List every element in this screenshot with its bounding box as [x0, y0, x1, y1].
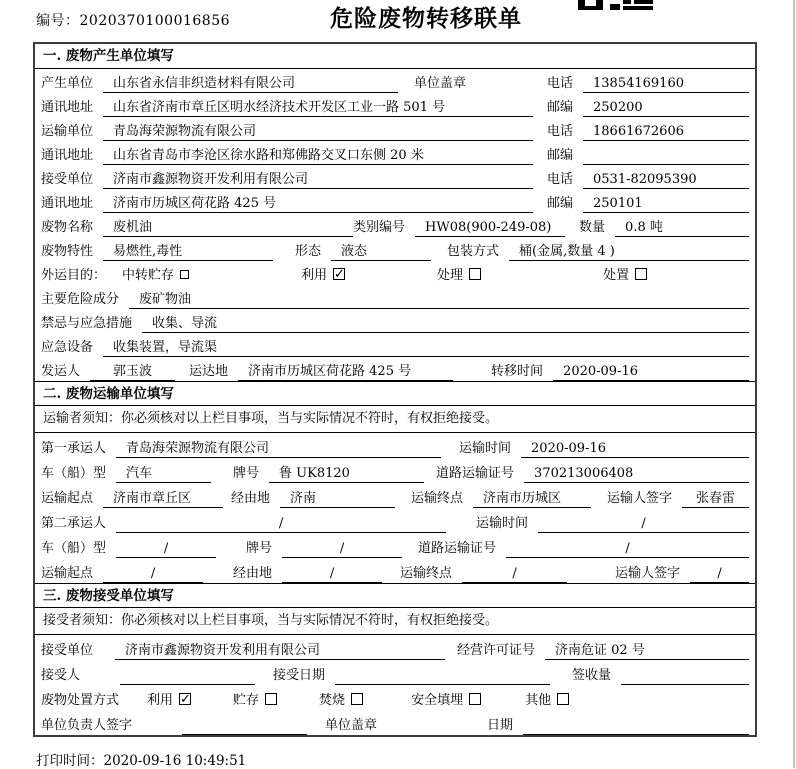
origin2-value: /: [103, 564, 203, 583]
origin1-value: 济南市章丘区: [103, 489, 223, 508]
row-sender: [35, 357, 755, 381]
waste-name-value: 废机油: [103, 218, 353, 237]
row-receive-address: [35, 189, 755, 213]
option-label: 贮存: [233, 693, 260, 708]
plate1-value: 鲁 UK8120: [269, 464, 424, 483]
vehicle1-value: 汽车: [116, 464, 211, 483]
row-purpose: [35, 261, 755, 285]
phone-label: 电话: [546, 76, 573, 91]
row-vehicle2: [35, 533, 755, 558]
end2-value: /: [462, 564, 567, 583]
package-label: 包装方式: [447, 244, 500, 259]
character-value: 易燃性,毒性: [103, 242, 273, 261]
taboo-value: 收集、导流: [142, 314, 749, 333]
produce-address-value: 山东省济南市章丘区明水经济技术开发区工业一路 501 号: [103, 98, 533, 117]
produce-phone-value: 13854169160: [583, 74, 749, 93]
destination-value: 济南市历城区荷花路 425 号: [238, 362, 453, 381]
section2-header: 二. 废物运输单位填写: [35, 381, 755, 406]
receiver-notice: 接受者须知：你必须核对以上栏目事项，当与实际情况不符时，有权拒绝接受。: [35, 608, 755, 635]
section3-header: 三. 废物接受单位填写: [35, 583, 755, 608]
qr-code-fragment-icon: [578, 0, 654, 11]
equipment-value: 收集装置，导流渠: [103, 338, 749, 357]
doc-number: [36, 10, 230, 30]
checkbox-icon: [265, 693, 277, 705]
receive-address-value: 济南市历城区荷花路 425 号: [103, 194, 533, 213]
road-permit-label: 道路运输证号: [418, 541, 497, 556]
print-time: [36, 749, 246, 769]
section1-header: 一. 废物产生单位填写: [35, 44, 755, 69]
option-label: 焚烧: [319, 693, 346, 708]
checkbox-icon: [351, 693, 363, 705]
checked-checkbox-icon: [179, 693, 191, 705]
receive-unit-value: 济南市鑫源物资开发利用有限公司: [103, 170, 533, 189]
character-label: 废物特性: [41, 244, 94, 259]
option-label: 处置: [603, 268, 630, 283]
option-label: 安全填埋: [411, 693, 464, 708]
option-label: 处理: [437, 268, 464, 283]
receive-date-value: [335, 666, 550, 685]
plate-label: 牌号: [246, 541, 273, 556]
destination-label: 运达地: [189, 364, 229, 379]
receive-zip-value: 250101: [583, 194, 749, 213]
checkbox-icon: [635, 268, 647, 280]
hazard-value: 废矿物油: [129, 290, 749, 309]
produce-zip-value: 250200: [583, 98, 749, 117]
transport-time2-value: /: [538, 514, 749, 533]
end1-value: 济南市历城区: [473, 489, 591, 508]
sign-date-label: 日期: [487, 718, 514, 733]
plate2-value: /: [282, 539, 402, 558]
option-label: 利用: [147, 693, 174, 708]
package-value: 桶(金属,数量 4 ): [509, 242, 749, 261]
zip-label: 邮编: [546, 196, 573, 211]
unit-seal-label: 单位盖章: [325, 718, 378, 733]
doc-number-label: 编号：: [36, 13, 80, 29]
origin-label: 运输起点: [41, 566, 94, 581]
vehicle2-value: /: [116, 539, 216, 558]
checkbox-icon: [469, 268, 481, 280]
address-label: 通讯地址: [41, 148, 94, 163]
purpose-option-use: [301, 266, 345, 285]
row-carrier2: [35, 508, 755, 533]
page-title: 危险废物转移联单: [330, 5, 522, 32]
transport-zip-value: [583, 146, 749, 165]
receive-unit-s3-value: 济南市鑫源物资开发利用有限公司: [115, 641, 445, 660]
row-disposal: [35, 685, 755, 710]
print-time-value: 2020-09-16 10:49:51: [103, 753, 247, 769]
hazard-label: 主要危险成分: [41, 292, 120, 307]
via1-value: 济南: [280, 489, 395, 508]
transport-time-label: 运输时间: [476, 516, 529, 531]
end-label: 运输终点: [411, 491, 464, 506]
via-label: 经由地: [233, 566, 273, 581]
purpose-option-transfer-storage: [122, 266, 189, 285]
row-transport-address: [35, 141, 755, 165]
receipt-quantity-value: [621, 666, 749, 685]
receiver-value: [120, 666, 255, 685]
option-label: 其他: [525, 693, 552, 708]
row-receive-unit: [35, 165, 755, 189]
print-time-label: 打印时间：: [36, 753, 104, 769]
receive-phone-value: 0531-82095390: [583, 170, 749, 189]
unit-seal-label: 单位盖章: [414, 76, 467, 91]
transporter-sign1-value: 张春雷: [682, 489, 749, 508]
transporter-sign-label: 运输人签字: [607, 491, 673, 506]
disposal-option-storage: [233, 691, 277, 710]
transport-address-value: 山东省青岛市李沧区徐水路和郑佛路交叉口东侧 20 米: [103, 146, 533, 165]
carrier1-label: 第一承运人: [41, 441, 107, 456]
checked-checkbox-icon: [333, 268, 345, 280]
transporter-sign2-value: /: [690, 564, 749, 583]
sender-value: 郭玉波: [90, 362, 175, 381]
plate-label: 牌号: [233, 466, 260, 481]
disposal-label: 废物处置方式: [41, 693, 120, 708]
row-taboo: [35, 309, 755, 333]
category-label: 类别编号: [353, 220, 406, 235]
head-signature-value: [182, 716, 307, 735]
via-label: 经由地: [231, 491, 271, 506]
row-head-signature: [35, 710, 755, 735]
row-hazard: [35, 285, 755, 309]
row-waste-character: [35, 237, 755, 261]
transporter-notice: 运输者须知：你必须核对以上栏目事项，当与实际情况不符时，有权拒绝接受。: [35, 406, 755, 433]
row-produce-address: [35, 93, 755, 117]
manifest-form: [33, 42, 757, 737]
transfer-time-value: 2020-09-16: [553, 362, 749, 381]
receipt-quantity-label: 签收量: [572, 668, 612, 683]
disposal-option-landfill: [411, 691, 481, 710]
road-permit-label: 道路运输证号: [436, 466, 515, 481]
vehicle-type-label: 车（船）型: [41, 466, 107, 481]
address-label: 通讯地址: [41, 100, 94, 115]
produce-unit-label: 产生单位: [41, 76, 94, 91]
form-value: 液态: [331, 242, 431, 261]
zip-label: 邮编: [546, 100, 573, 115]
transfer-time-label: 转移时间: [491, 364, 544, 379]
option-label: 利用: [301, 268, 328, 283]
row-carrier1: [35, 433, 755, 458]
phone-label: 电话: [546, 172, 573, 187]
road-permit1-value: 370213006408: [524, 464, 749, 483]
disposal-option-other: [525, 691, 569, 710]
row-route2: [35, 558, 755, 583]
end-label: 运输终点: [400, 566, 453, 581]
produce-unit-value: 山东省永信非织造材料有限公司: [103, 74, 398, 93]
row-equipment: [35, 333, 755, 357]
disposal-option-use: [147, 691, 191, 710]
vehicle-type-label: 车（船）型: [41, 541, 107, 556]
carrier2-label: 第二承运人: [41, 516, 107, 531]
transporter-sign-label: 运输人签字: [615, 566, 681, 581]
equipment-label: 应急设备: [41, 340, 94, 355]
waste-name-label: 废物名称: [41, 220, 94, 235]
receive-date-label: 接受日期: [273, 668, 326, 683]
road-permit2-value: /: [506, 539, 749, 558]
disposal-option-incinerate: [319, 691, 363, 710]
origin-label: 运输起点: [41, 491, 94, 506]
checkbox-icon: [180, 270, 189, 279]
sign-date-value: [523, 716, 749, 735]
quantity-value: 0.8 吨: [615, 218, 749, 237]
category-value: HW08(900-249-08): [415, 218, 565, 237]
receive-unit-label: 接受单位: [41, 643, 94, 658]
sender-label: 发运人: [41, 364, 81, 379]
row-route1: [35, 483, 755, 508]
transport-time-label: 运输时间: [459, 441, 512, 456]
transport-unit-label: 运输单位: [41, 124, 94, 139]
taboo-label: 禁忌与应急措施: [41, 316, 133, 331]
row-receive-unit-s3: [35, 635, 755, 660]
checkbox-icon: [469, 693, 481, 705]
address-label: 通讯地址: [41, 196, 94, 211]
purpose-option-treat: [437, 266, 481, 285]
head-signature-label: 单位负责人签字: [41, 718, 133, 733]
business-license-value: 济南危证 02 号: [545, 641, 749, 660]
doc-number-value: 2020370100016856: [79, 13, 231, 29]
row-vehicle1: [35, 458, 755, 483]
checkbox-icon: [557, 693, 569, 705]
purpose-option-dispose: [603, 266, 647, 285]
viewer-edge-line: [793, 0, 795, 768]
quantity-label: 数量: [579, 220, 606, 235]
business-license-label: 经营许可证号: [457, 643, 536, 658]
carrier2-value: /: [116, 514, 446, 533]
row-waste-name: [35, 213, 755, 237]
option-label: 中转贮存: [122, 268, 175, 283]
transport-phone-value: 18661672606: [583, 122, 749, 141]
row-receiver: [35, 660, 755, 685]
row-transport-unit: [35, 117, 755, 141]
phone-label: 电话: [546, 124, 573, 139]
zip-label: 邮编: [546, 148, 573, 163]
receiver-label: 接受人: [41, 668, 81, 683]
transport-time1-value: 2020-09-16: [521, 439, 749, 458]
carrier1-value: 青岛海荣源物流有限公司: [116, 439, 441, 458]
receive-unit-label: 接受单位: [41, 172, 94, 187]
via2-value: /: [282, 564, 382, 583]
form-label: 形态: [295, 244, 322, 259]
transport-unit-value: 青岛海荣源物流有限公司: [103, 122, 533, 141]
purpose-label: 外运目的：: [41, 268, 107, 283]
row-produce-unit: [35, 69, 755, 93]
